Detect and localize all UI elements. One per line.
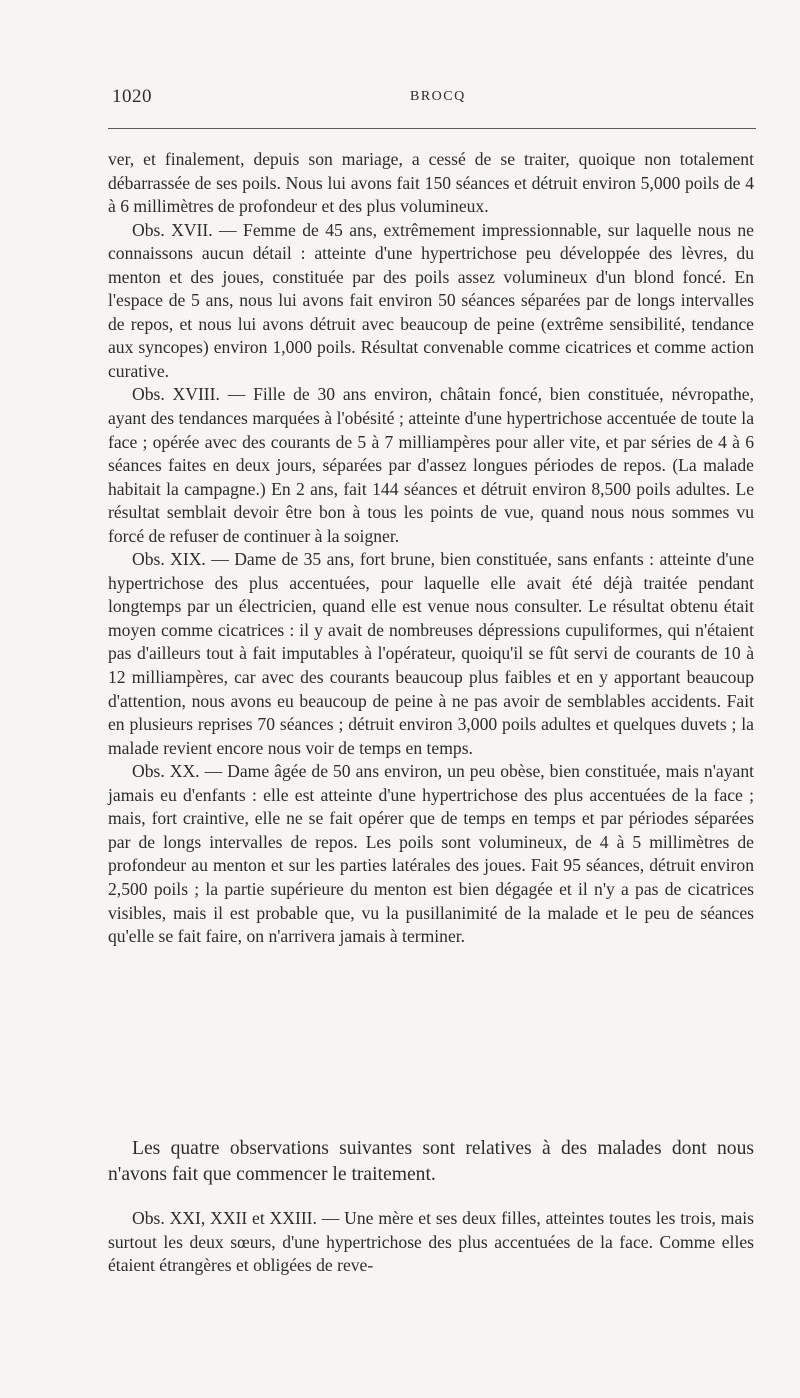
body-text xyxy=(108,148,754,949)
page-header xyxy=(108,86,756,116)
running-head: BROCQ xyxy=(410,89,466,104)
paragraph-obs-xvii: Obs. XVII. — Femme de 45 ans, extrêmement impressionnable, sur laquelle nous ne connaissons aucun détail : atteinte d'une hypertrichose peu développée des lèvres, du menton et des joues, constituée par des poils assez volumineux d'un blond foncé. En l'espace de 5 ans, nous lui avons fait environ 50 séances séparées par de longs intervalles de repos, et nous lui avons détruit avec beaucoup de peine (extrême sensibilité, tendance aux syncopes) environ 1,000 poils. Résultat convenable comme cicatrices et comme action curative. xyxy=(108,219,754,381)
note-paragraph: Les quatre observations suivantes sont relatives à des malades dont nous n'avons fait que commencer le traitement. xyxy=(108,1138,754,1185)
paragraph-obs-xviii: Obs. XVIII. — Fille de 30 ans environ, châtain foncé, bien constituée, névropathe, ayant des tendances marquées à l'obésité ; atteinte d'une hypertrichose accentuée de toute la face ; opérée avec des courants de 5 à 7 milliampères pour aller vite, et par séries de 4 à 6 séances faites en deux jours, séparées par d'assez longues périodes de repos. (La malade habitait la campagne.) En 2 ans, fait 144 séances et détruit environ 8,500 poils adultes. Le résultat semblait devoir être bon à tous les points de vue, quand nous nous sommes vu forcé de refuser de continuer à la soigner. xyxy=(108,384,754,546)
paragraph-obs-xix: Obs. XIX. — Dame de 35 ans, fort brune, bien constituée, sans enfants : atteinte d'une hypertrichose des plus accentuées, pour laquelle elle avait été déjà traitée pendant longtemps par un électricien, quand elle est venue nous consulter. Le résultat obtenu était moyen comme cicatrices : il y avait de nombreuses dépressions cupuliformes, qui n'étaient pas d'ailleurs tout à fait imputables à l'opérateur, quoiqu'il se fût servi de courants de 10 à 12 milliampères, car avec des courants beaucoup plus faibles et en y apportant beaucoup d'attention, nous avons eu beaucoup de peine à ne pas avoir de semblables accidents. Fait en plusieurs reprises 70 séances ; détruit environ 3,000 poils adultes et quelques duvets ; la malade revient encore nous voir de temps en temps. xyxy=(108,549,754,758)
section-note xyxy=(108,1136,754,1188)
paragraph-obs-xx: Obs. XX. — Dame âgée de 50 ans environ, un peu obèse, bien constituée, mais n'ayant jamais eu d'enfants : elle est atteinte d'une hypertrichose des plus accentuées de la face ; mais, fort craintive, elle ne se fait opérer que de temps en temps et par périodes séparées par de longs intervalles de repos. Les poils sont volumineux, de 4 à 5 millimètres de profondeur au menton et sur les parties latérales des joues. Fait 95 séances, détruit environ 2,500 poils ; la partie supérieure du menton est bien dégagée et il n'y a pas de cicatrices visibles, mais il est probable que, vu la pusillanimité de la malade et le peu de séances qu'elle se fait faire, on n'arrivera jamais à terminer. xyxy=(108,761,754,947)
page-number: 1020 xyxy=(112,86,152,107)
header-rule xyxy=(108,128,756,129)
paragraph-obs-xxi-xxiii: Obs. XXI, XXII et XXIII. — Une mère et ses deux filles, atteintes toutes les trois, mais surtout les deux sœurs, d'une hypertrichose des plus accentuées de la face. Comme elles étaient étrangères et obligées de reve- xyxy=(108,1208,754,1276)
tail-text xyxy=(108,1207,754,1278)
paragraph-continuation: ver, et finalement, depuis son mariage, a cessé de se traiter, quoique non totalement débarrassée de ses poils. Nous lui avons fait 150 séances et détruit environ 5,000 poils de 4 à 6 millimètres de profondeur et des plus volumineux. xyxy=(108,149,754,217)
